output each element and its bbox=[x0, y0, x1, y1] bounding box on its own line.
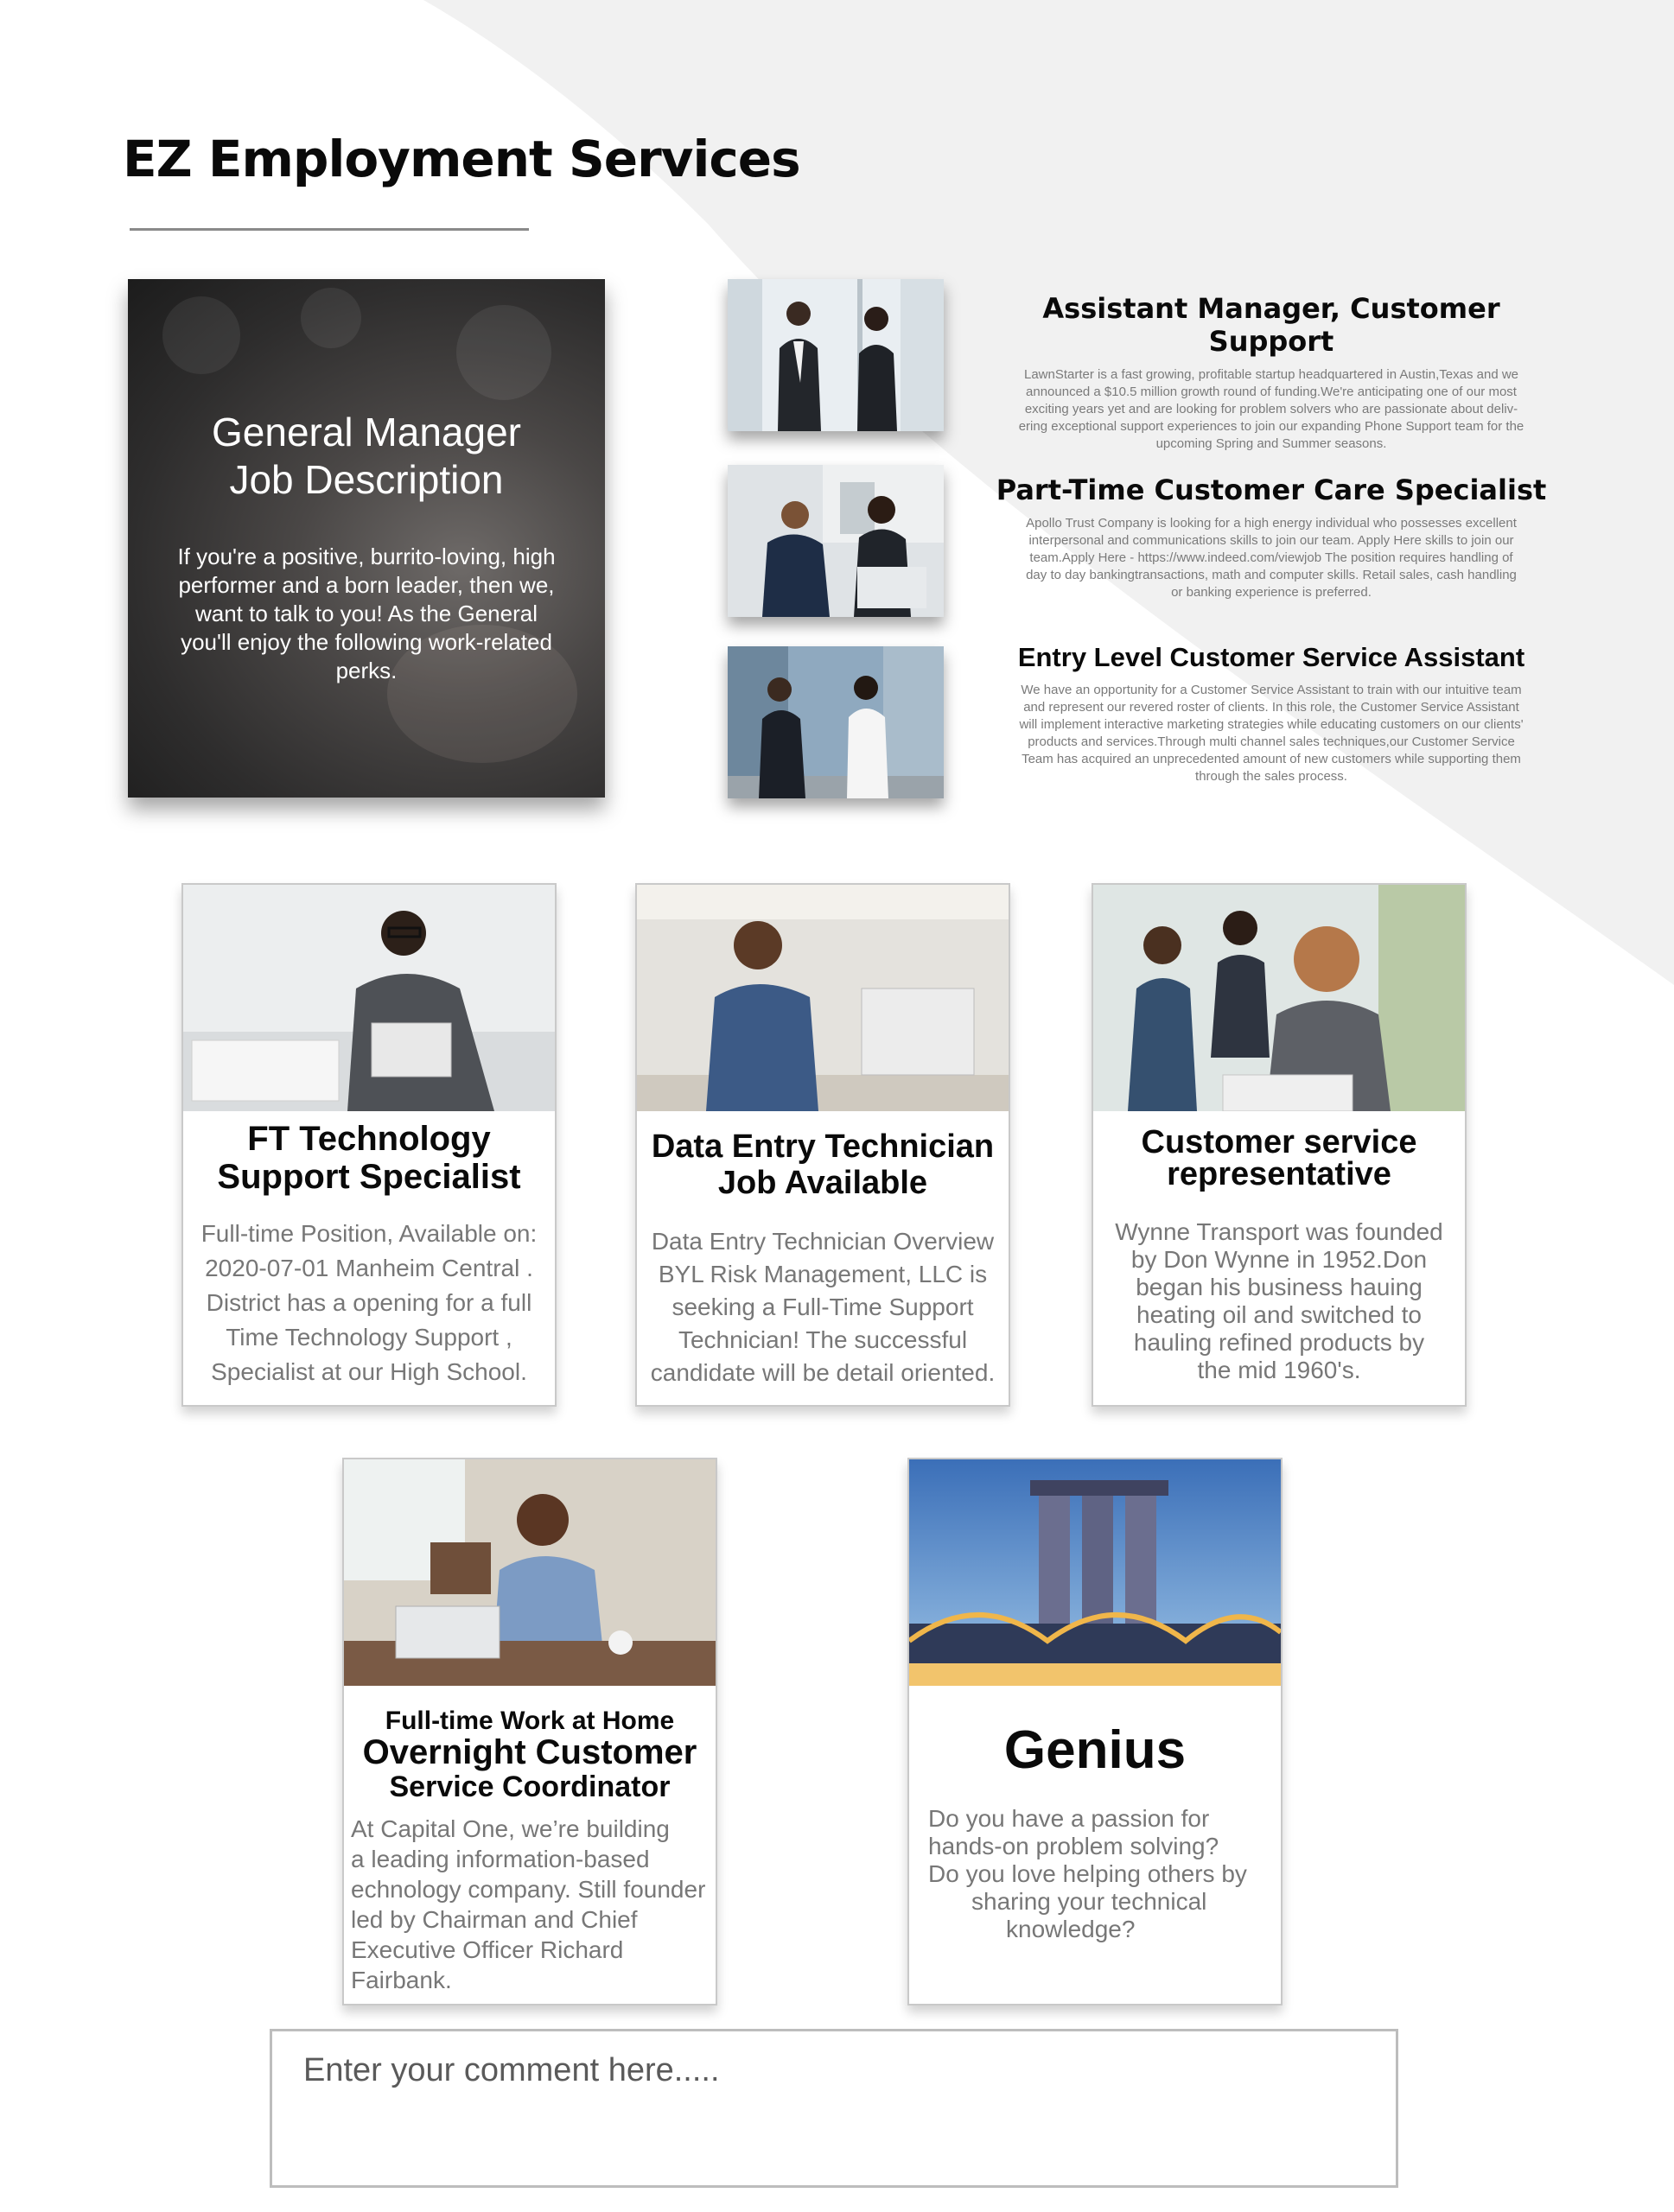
card-description-line: Full-time Position, Available on: bbox=[200, 1220, 538, 1247]
job-description-line: team.Apply Here - https://www.indeed.com/viewjob The position requires handling of bbox=[1029, 550, 1513, 565]
card-description-line: began his business hauing bbox=[1136, 1274, 1423, 1300]
job-title: Part-Time Customer Care Specialist bbox=[996, 474, 1547, 506]
job-card-data-entry[interactable] bbox=[635, 883, 1010, 1407]
site-title: EZ Employment Services bbox=[123, 130, 800, 188]
comment-box[interactable] bbox=[270, 2029, 1398, 2188]
job-description bbox=[994, 515, 1549, 601]
card-description-line: seeking a Full-Time Support bbox=[672, 1294, 974, 1320]
card-title bbox=[1093, 1124, 1465, 1192]
title-divider bbox=[130, 228, 529, 231]
card-photo bbox=[637, 885, 1009, 1111]
card-description-line: BYL Risk Management, LLC is bbox=[658, 1261, 988, 1287]
card-title bbox=[344, 1706, 716, 1804]
card-title-line: Overnight Customer bbox=[362, 1733, 697, 1771]
card-title-line: Customer service bbox=[1141, 1124, 1417, 1160]
card-description-line: Specialist at our High School. bbox=[211, 1358, 527, 1385]
card-description-line: Wynne Transport was founded bbox=[1115, 1218, 1443, 1245]
card-description-line: led by Chairman and Chief bbox=[351, 1906, 638, 1933]
job-description-line: Team has acquired an unprecedented amount of new customers while supporting them bbox=[1022, 752, 1521, 766]
card-description bbox=[637, 1225, 1009, 1389]
card-description-line: Do you love helping others by bbox=[928, 1860, 1247, 1887]
card-title-line: Data Entry Technician bbox=[651, 1128, 995, 1165]
card-description-line: by Don Wynne in 1952.Don bbox=[1130, 1246, 1428, 1273]
job-description-line: through the sales process. bbox=[1195, 769, 1347, 784]
job-description-line: interpersonal and communications skills to join our team. Apply Here skills to join our bbox=[1028, 533, 1514, 548]
card-description-line: Executive Officer Richard Fairbank. bbox=[351, 1936, 624, 1993]
card-title bbox=[183, 1120, 555, 1196]
job-description-line: Apollo Trust Company is looking for a high energy individual who possesses excellent bbox=[1026, 516, 1517, 531]
hero-card[interactable] bbox=[128, 279, 605, 798]
card-description bbox=[183, 1217, 555, 1389]
job-description-line: day to day bankingtransactions, math and computer skills. Retail sales, cash handling bbox=[1026, 568, 1517, 582]
card-title-line: Job Available bbox=[717, 1165, 928, 1201]
job-card-overnight-coordinator[interactable] bbox=[342, 1458, 717, 2005]
card-description bbox=[928, 1805, 1274, 1943]
job-description-line: We have an opportunity for a Customer Service Assistant to train with our intuitive team bbox=[1021, 683, 1522, 697]
card-photo bbox=[344, 1459, 716, 1686]
hero-title-line1: General Manager bbox=[212, 410, 521, 454]
card-description-line: Data Entry Technician Overview bbox=[651, 1228, 995, 1255]
hero-description: If you're a positive, burrito-loving, high performer and a born leader, then we, want to talk to you! As the General you'll enjoy the following work-related perks. bbox=[177, 543, 556, 683]
card-photo bbox=[183, 885, 555, 1111]
card-title-line: FT Technology bbox=[247, 1120, 491, 1158]
job-description-line: announced a $10.5 million growth round of funding.We're anticipating one of our most bbox=[1026, 385, 1517, 399]
card-description-line: Do you have a passion for bbox=[928, 1805, 1210, 1832]
job-description-line: and represent our revered roster of clients. In this role, the Customer Service Assistant bbox=[1023, 700, 1519, 715]
card-description-line: 2020-07-01 Manheim Central . bbox=[205, 1255, 533, 1281]
card-description-line: knowledge? bbox=[1006, 1916, 1136, 1942]
card-title: Genius bbox=[1003, 1720, 1187, 1780]
job-assistant-manager[interactable] bbox=[994, 292, 1549, 453]
job-title: Entry Level Customer Service Assistant bbox=[1017, 642, 1525, 672]
job-image-entry-level bbox=[728, 646, 944, 798]
card-title-line: Service Coordinator bbox=[389, 1770, 671, 1803]
job-description-line: exciting years yet and are looking for problem solvers who are passionate about deliv- bbox=[1024, 402, 1518, 416]
card-description-line: echnology company. Still founder bbox=[351, 1876, 706, 1903]
job-customer-care[interactable] bbox=[994, 474, 1549, 601]
bokeh-decoration bbox=[456, 305, 551, 400]
job-image-assistant-manager bbox=[728, 279, 944, 431]
card-title-line: Support Specialist bbox=[217, 1158, 521, 1196]
card-description-line: hauling refined products by bbox=[1133, 1329, 1425, 1356]
card-description-line: At Capital One, we’re building bbox=[351, 1815, 670, 1842]
card-title-line: representative bbox=[1167, 1156, 1391, 1192]
card-description-line: sharing your technical bbox=[971, 1888, 1207, 1915]
job-description-line: will implement interactive marketing strategies while educating customers on our clients' bbox=[1019, 717, 1524, 732]
job-card-customer-service[interactable] bbox=[1092, 883, 1467, 1407]
job-description-line: upcoming Spring and Summer seasons. bbox=[1155, 436, 1387, 451]
job-entry-level[interactable] bbox=[994, 642, 1549, 785]
hero-title bbox=[128, 409, 605, 504]
card-description-line: a leading information-based bbox=[351, 1846, 650, 1872]
card-description-line: hands-on problem solving? bbox=[928, 1833, 1219, 1859]
job-description-line: ering exceptional support experiences to join our expanding Phone Support team for the bbox=[1018, 419, 1524, 434]
job-description bbox=[994, 682, 1549, 785]
job-title: Assistant Manager, Customer Support bbox=[1042, 292, 1500, 358]
card-title bbox=[637, 1128, 1009, 1201]
hero-title-line2: Job Description bbox=[229, 457, 504, 502]
card-description-line: the mid 1960's. bbox=[1197, 1357, 1361, 1383]
card-title-line: Full-time Work at Home bbox=[385, 1707, 675, 1735]
card-photo bbox=[1093, 885, 1465, 1111]
card-photo bbox=[909, 1459, 1281, 1686]
bokeh-decoration bbox=[162, 296, 240, 374]
comment-input[interactable] bbox=[272, 2031, 1396, 2185]
card-description bbox=[351, 1814, 714, 1995]
job-card-genius[interactable] bbox=[907, 1458, 1283, 2005]
card-description-line: District has a opening for a full bbox=[206, 1289, 532, 1316]
card-description-line: heating oil and switched to bbox=[1136, 1301, 1422, 1328]
card-description-line: Time Technology Support , bbox=[226, 1324, 512, 1351]
job-image-customer-care bbox=[728, 465, 944, 617]
card-description-line: Technician! The successful bbox=[678, 1326, 968, 1353]
card-description bbox=[1093, 1218, 1465, 1384]
card-description-line: candidate will be detail oriented. bbox=[650, 1359, 996, 1386]
job-description-line: products and services.Through multi channel sales techniques,our Customer Service bbox=[1028, 734, 1515, 749]
job-description-line: LawnStarter is a fast growing, profitable startup headquartered in Austin,Texas and we bbox=[1024, 367, 1518, 382]
job-description-line: or banking experience is preferred. bbox=[1171, 585, 1372, 600]
job-card-ft-technology[interactable] bbox=[181, 883, 557, 1407]
job-description bbox=[994, 366, 1549, 453]
bokeh-decoration bbox=[301, 288, 361, 348]
